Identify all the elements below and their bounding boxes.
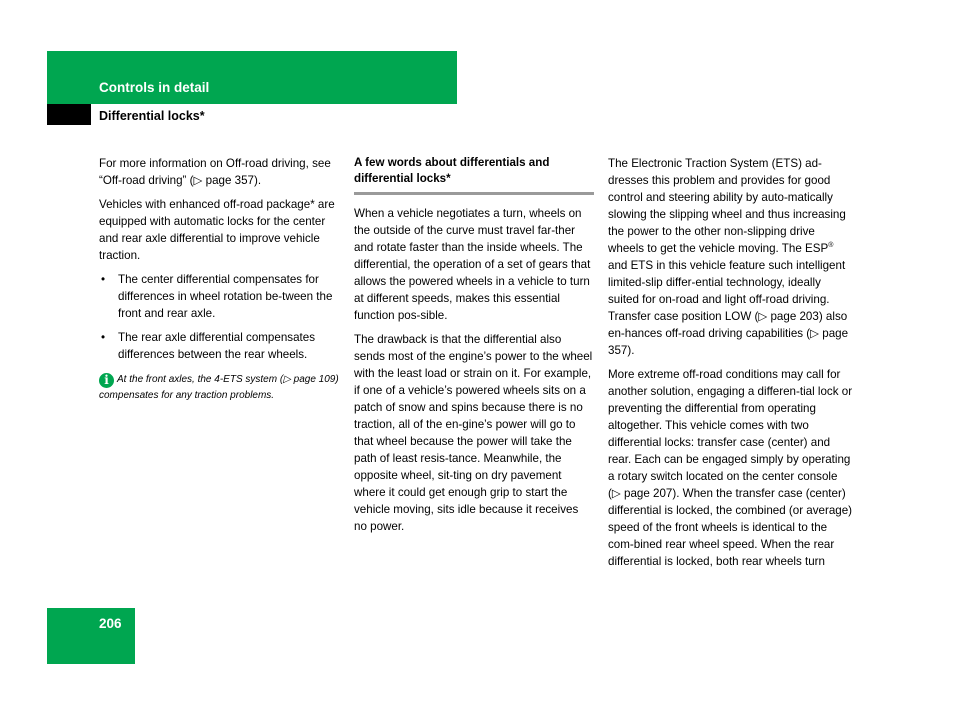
page-number: 206 (99, 616, 122, 631)
section-marker (47, 104, 91, 125)
list-item: • The rear axle differential compensates differences between the rear wheels. (99, 329, 339, 363)
paragraph (608, 155, 853, 359)
column-right (608, 155, 853, 577)
info-note-text: At the front axles, the 4-ETS system (▷ page 109) compensates for any traction problems. (99, 374, 339, 401)
paragraph-text: and ETS in this vehicle feature such intelligent limited-slip differ-ential technology, ideally suited for on-road and light off-road driving. Transfer case position LOW (▷ page 203) also en-hances off-road driving capabilities (▷ page 357). (608, 259, 849, 357)
paragraph: More extreme off-road conditions may call for another solution, engaging a differen-tial lock or preventing the differential from operating altogether. This vehicle comes with two differential locks: transfer case (center) and rear. Each can be engaged simply by operating a rotary switch located on the center console (▷ page 207). When the transfer case (center) differential is locked, the combined (or average) speed of the front wheels is identical to the com-bined rear wheel speed. When the rear differential is locked, both rear wheels turn (608, 368, 853, 568)
list-item: • The center differential compensates for differences in wheel rotation be-tween the front and rear axle. (99, 271, 339, 322)
column-middle (354, 155, 594, 542)
registered-mark: ® (828, 242, 834, 250)
paragraph: For more information on Off-road driving, see “Off-road driving” (▷ page 357). (99, 157, 331, 187)
bullet-list (99, 271, 339, 363)
paragraph-text: The Electronic Traction System (ETS) ad-dresses this problem and provides for good control and steering ability by auto-matically slowing the slipping wheel and thus increasing the power to the other non-slipping drive wheels to get the vehicle moving. The ESP (608, 157, 846, 255)
section-title: Controls in detail (99, 80, 210, 95)
info-icon: i (99, 373, 114, 388)
section-header-bar (47, 51, 457, 104)
section-heading: A few words about differentials and differential locks* (354, 156, 550, 185)
info-note (99, 372, 339, 403)
page-subtitle: Differential locks* (99, 109, 205, 123)
paragraph: Vehicles with enhanced off-road package* are equipped with automatic locks for the center and rear axle differential to improve vehicle traction. (99, 198, 335, 262)
column-left (99, 155, 339, 403)
paragraph: When a vehicle negotiates a turn, wheels on the outside of the curve must travel far-ther and rotate faster than the inside wheels. The differential, the operation of a set of gears that allows the powered wheels in a vehicle to turn at different speeds, makes this essential function pos-sible. (354, 207, 591, 322)
page-number-box (47, 608, 135, 664)
paragraph: The drawback is that the differential also sends most of the engine’s power to the wheel with the least load or strain on it. For example, if one of a vehicle’s powered wheels sits on a patch of snow and spins because there is no traction, all of the en-gine’s power will go to that wheel because the power will take the path of least resis-tance. Meanwhile, the opposite wheel, sit-ting on dry pavement where it could get enough grip to start the vehicle moving, sits idle because it receives no power. (354, 333, 593, 533)
divider (354, 192, 594, 195)
